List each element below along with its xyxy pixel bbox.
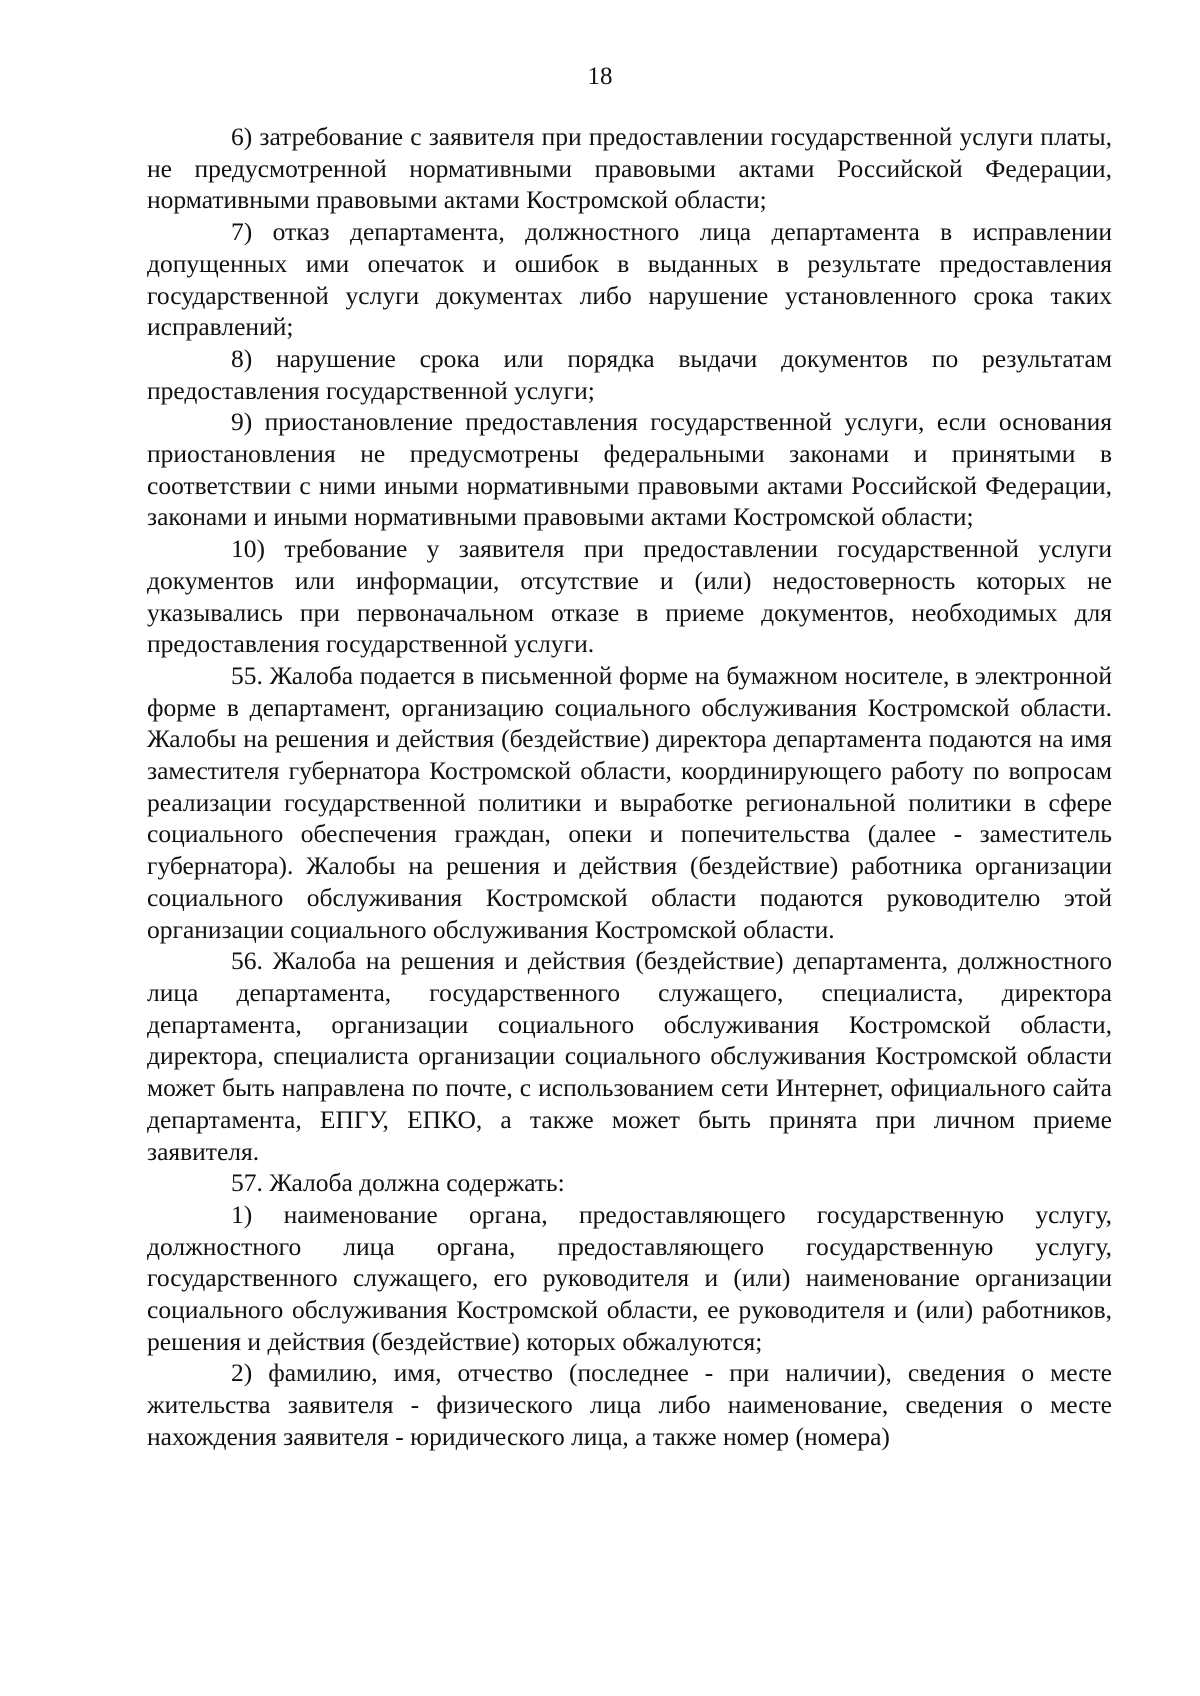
paragraph-item-10: 10) требование у заявителя при предоставлении государственной услуги документов или информации, отсутствие и (или) недостоверность которых не указывались при первоначальном отказе в приеме документов, необходимых для предоставления государственной услуги. (147, 534, 1112, 659)
paragraph-subitem-1: 1) наименование органа, предоставляющего государственную услугу, должностного лица органа, предоставляющего государственную услугу, государственного служащего, его руководителя и (или) наименование организации социального обслуживания Костромской области, ее руководителя и (или) работников, решения и действия (бездействие) которых обжалуются; (147, 1199, 1112, 1356)
paragraph-item-6: 6) затребование с заявителя при предоставлении государственной услуги платы, не предусмотренной нормативными правовыми актами Российской Федерации, нормативными правовыми актами Костромской области; (147, 122, 1112, 215)
paragraph-subitem-2: 2) фамилию, имя, отчество (последнее - при наличии), сведения о месте жительства заявителя - физического лица либо наименование, сведения о месте нахождения заявителя - юридического лица, а также номер (номера) (147, 1358, 1112, 1451)
paragraph-item-7: 7) отказ департамента, должностного лица департамента в исправлении допущенных ими опечаток и ошибок в выданных в результате предоставления государственной услуги документах либо нарушение установленного срока таких исправлений; (147, 217, 1112, 342)
paragraph-item-9: 9) приостановление предоставления государственной услуги, если основания приостановления не предусмотрены федеральными законами и принятыми в соответствии с ними иными нормативными правовыми актами Российской Федерации, законами и иными нормативными правовыми актами Костромской области; (147, 407, 1112, 532)
paragraph-item-8: 8) нарушение срока или порядка выдачи документов по результатам предоставления государственной услуги; (147, 343, 1112, 405)
paragraph-clause-57: 57. Жалоба должна содержать: (231, 1168, 565, 1198)
document-body (147, 121, 1112, 1453)
paragraph-clause-55: 55. Жалоба подается в письменной форме на бумажном носителе, в электронной форме в департамент, организацию социального обслуживания Костромской области. Жалобы на решения и действия (бездействие) директора департамента подаются на имя заместителя губернатора Костромской области, координирующего работу по вопросам реализации государственной политики и выработке региональной политики в сфере социального обеспечения граждан, опеки и попечительства (далее - заместитель губернатора). Жалобы на решения и действия (бездействие) работника организации социального обслуживания Костромской области подаются руководителю этой организации социального обслуживания Костромской области. (147, 660, 1112, 944)
paragraph-clause-56: 56. Жалоба на решения и действия (бездействие) департамента, должностного лица департамента, государственного служащего, специалиста, директора департамента, организации социального обслуживания Костромской области, директора, специалиста организации социального обслуживания Костромской области может быть направлена по почте, с использованием сети Интернет, официального сайта департамента, ЕПГУ, ЕПКО, а также может быть принята при личном приеме заявителя. (147, 946, 1112, 1166)
page-number: 18 (587, 63, 613, 90)
